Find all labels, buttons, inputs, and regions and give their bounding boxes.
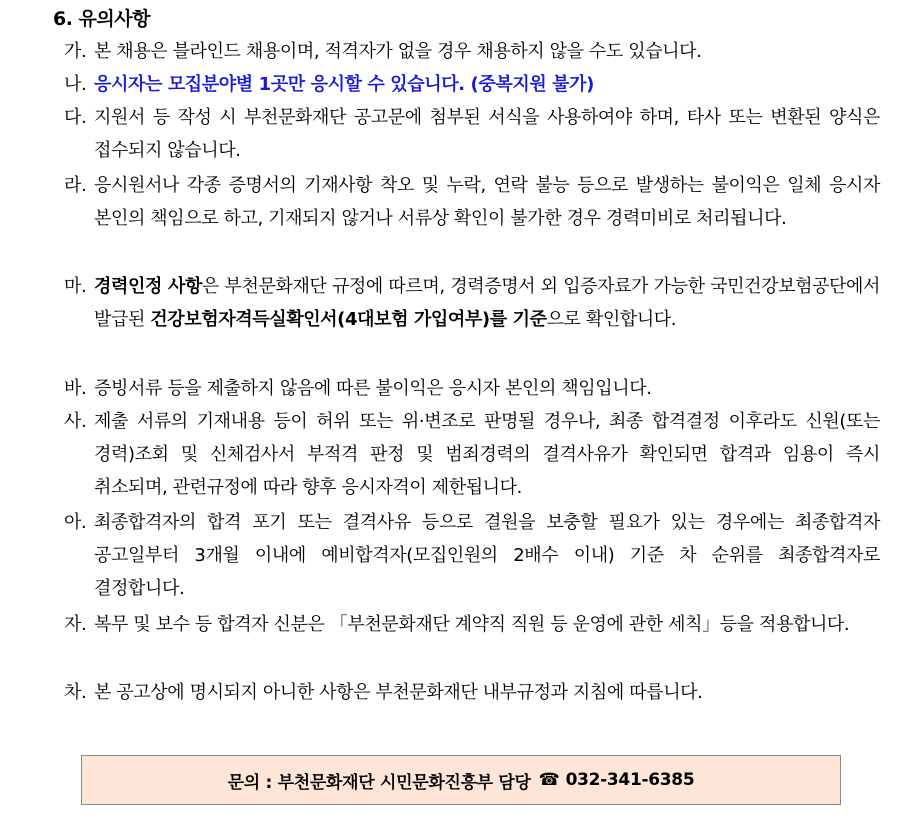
- notice-item: [64, 169, 880, 235]
- text-segment: 제출 서류의 기재내용 등이 허위 또는 위·변조로 판명될 경우나, 최종 합격결정 이후라도 신원(또는 경력)조회 및 신체검사서 부적격 판정 및 범죄경력의 결격사유가 확인되면 합격과 임용이 즉시 취소되며, 관련규정에 따라 향후 응시자격이 제한됩니다.: [94, 411, 880, 498]
- notice-item: [64, 101, 880, 167]
- notice-item: [64, 676, 880, 709]
- notice-item: [64, 35, 880, 68]
- notice-item: [64, 270, 880, 336]
- item-marker: 바.: [64, 378, 87, 399]
- notice-item: [64, 68, 880, 101]
- text-segment: 으로 확인합니다.: [546, 309, 677, 330]
- text-segment: 은 부천문화재단 규정에 따르며, 경력증명서 외 입증자료가 가능한 국민건강보험공단에서 발급된: [94, 276, 881, 330]
- section-heading: 6. 유의사항: [53, 8, 150, 30]
- contact-phone: 032-341-6385: [565, 770, 695, 790]
- item-text: [94, 68, 880, 101]
- emphasis-segment: 건강보험자격득실확인서(4대보험 가입여부)를 기준: [150, 309, 547, 330]
- text-segment: 본 채용은 블라인드 채용이며, 적격자가 없을 경우 채용하지 않을 수도 있습니다.: [94, 41, 702, 62]
- item-text: [94, 169, 880, 235]
- notice-item: [64, 405, 880, 504]
- item-marker: 라.: [64, 175, 87, 196]
- item-marker: 차.: [64, 682, 87, 703]
- item-marker: 마.: [64, 276, 87, 297]
- notice-item: [64, 372, 880, 405]
- phone-icon: ☎: [538, 770, 560, 790]
- notice-item: [64, 506, 880, 605]
- emphasis-segment: 응시자는 모집분야별 1곳만 응시할 수 있습니다. (중복지원 불가): [94, 74, 594, 95]
- item-marker: 자.: [64, 614, 87, 635]
- item-marker: 나.: [64, 74, 87, 95]
- item-marker: 다.: [64, 107, 87, 128]
- emphasis-segment: 경력인정 사항: [94, 276, 202, 297]
- text-segment: 본 공고상에 명시되지 아니한 사항은 부천문화재단 내부규정과 지침에 따릅니다.: [94, 682, 703, 703]
- text-segment: 지원서 등 작성 시 부천문화재단 공고문에 첨부된 서식을 사용하여야 하며, 타사 또는 변환된 양식은 접수되지 않습니다.: [94, 107, 880, 161]
- contact-label: 문의 : 부천문화재단 시민문화진흥부 담당: [227, 772, 531, 793]
- item-text: [94, 270, 880, 336]
- notice-item: [64, 608, 880, 641]
- item-marker: 사.: [64, 411, 87, 432]
- item-text: [94, 676, 880, 709]
- text-segment: 증빙서류 등을 제출하지 않음에 따른 불이익은 응시자 본인의 책임입니다.: [94, 378, 652, 399]
- item-marker: 아.: [64, 512, 87, 533]
- item-text: [94, 35, 880, 68]
- text-segment: 최종합격자의 합격 포기 또는 결격사유 등으로 결원을 보충할 필요가 있는 경우에는 최종합격자 공고일부터 3개월 이내에 예비합격자(모집인원의 2배수 이내) 기준 차 순위를 최종합격자로 결정합니다.: [94, 512, 880, 599]
- item-marker: 가.: [64, 41, 87, 62]
- text-segment: 응시원서나 각종 증명서의 기재사항 착오 및 누락, 연락 불능 등으로 발생하는 불이익은 일체 응시자 본인의 책임으로 하고, 기재되지 않거나 서류상 확인이 불가한 경우 경력미비로 처리됩니다.: [94, 175, 880, 229]
- item-text: [94, 608, 880, 641]
- contact-box: [81, 755, 841, 805]
- item-text: [94, 372, 880, 405]
- text-segment: 복무 및 보수 등 합격자 신분은 「부천문화재단 계약직 직원 등 운영에 관한 세칙」등을 적용합니다.: [94, 614, 850, 635]
- item-text: [94, 405, 880, 504]
- item-text: [94, 506, 880, 605]
- item-text: [94, 101, 880, 167]
